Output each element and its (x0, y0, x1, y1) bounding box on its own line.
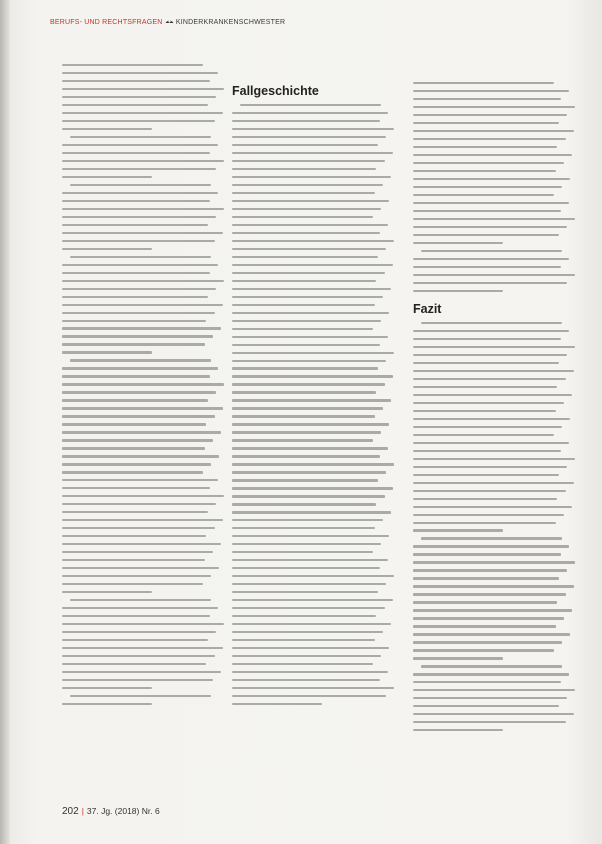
paragraph (232, 104, 396, 705)
text-line (232, 535, 389, 537)
text-line (232, 487, 393, 489)
text-line (413, 330, 569, 332)
text-line (413, 553, 561, 555)
text-line (413, 154, 572, 156)
text-line (62, 615, 210, 617)
text-line (232, 168, 376, 170)
paragraph (413, 537, 577, 659)
text-line (413, 226, 567, 228)
text-line (70, 599, 211, 601)
text-line (62, 679, 213, 681)
issue-info: 37. Jg. (2018) Nr. 6 (86, 806, 160, 816)
text-line (413, 585, 574, 587)
text-line (421, 250, 562, 252)
text-line (232, 296, 383, 298)
text-line (62, 144, 218, 146)
text-line (62, 511, 208, 513)
text-line (62, 639, 208, 641)
text-line (413, 633, 570, 635)
text-line (232, 695, 386, 697)
text-line (413, 697, 567, 699)
text-line (232, 463, 394, 465)
text-line (62, 447, 205, 449)
text-line (62, 152, 210, 154)
text-line (62, 607, 218, 609)
text-line (62, 383, 224, 385)
text-line (413, 290, 503, 292)
text-line (232, 559, 388, 561)
text-line (62, 96, 216, 98)
text-line (62, 567, 219, 569)
text-line (413, 681, 561, 683)
text-line (232, 184, 383, 186)
text-line (413, 569, 567, 571)
text-line (232, 375, 393, 377)
text-line (62, 375, 210, 377)
text-line (232, 631, 383, 633)
text-line (413, 378, 566, 380)
text-line (62, 192, 218, 194)
text-line (413, 609, 572, 611)
text-line (232, 415, 375, 417)
footer-separator: | (81, 806, 84, 816)
text-line (413, 506, 572, 508)
text-line (413, 186, 562, 188)
text-line (232, 256, 378, 258)
text-line (413, 593, 566, 595)
text-line (62, 200, 210, 202)
paragraph (62, 184, 226, 250)
text-line (232, 471, 386, 473)
text-line (413, 490, 566, 492)
text-line (62, 503, 216, 505)
text-line (413, 202, 569, 204)
text-line (62, 288, 216, 290)
column-2 (232, 84, 396, 711)
text-line (70, 136, 211, 138)
text-line (232, 567, 380, 569)
text-line (413, 649, 554, 651)
text-line (413, 418, 570, 420)
text-line (232, 407, 383, 409)
text-line (62, 120, 215, 122)
text-line (413, 98, 561, 100)
section-label: BERUFS- UND RECHTSFRAGEN (50, 19, 163, 26)
text-line (232, 511, 391, 513)
text-line (62, 655, 215, 657)
text-line (413, 274, 575, 276)
text-line (413, 577, 559, 579)
text-line (232, 439, 373, 441)
text-line (413, 529, 503, 531)
text-line (413, 170, 556, 172)
text-line (62, 88, 224, 90)
text-line (232, 240, 394, 242)
text-line (413, 673, 569, 675)
text-line (62, 176, 152, 178)
text-line (62, 495, 224, 497)
text-line (62, 224, 208, 226)
text-line (232, 120, 380, 122)
text-line (413, 482, 574, 484)
text-line (232, 687, 394, 689)
text-line (232, 216, 373, 218)
text-line (413, 130, 574, 132)
text-line (62, 703, 152, 705)
text-line (413, 729, 503, 731)
text-line (62, 248, 152, 250)
text-line (232, 591, 378, 593)
text-line (413, 82, 554, 84)
text-line (62, 216, 216, 218)
text-line (232, 288, 391, 290)
text-line (232, 304, 375, 306)
text-line (240, 104, 381, 106)
text-line (62, 168, 216, 170)
text-line (62, 439, 213, 441)
text-line (232, 160, 385, 162)
text-line (413, 434, 554, 436)
text-line (232, 367, 378, 369)
text-line (413, 146, 557, 148)
text-line (62, 112, 223, 114)
text-line (232, 551, 373, 553)
text-line (62, 479, 218, 481)
text-line (413, 242, 503, 244)
text-line (232, 431, 381, 433)
column-3 (413, 82, 577, 737)
text-line (413, 346, 575, 348)
text-line (413, 178, 570, 180)
text-line (413, 625, 556, 627)
text-line (413, 106, 575, 108)
text-line (70, 256, 211, 258)
text-line (232, 192, 375, 194)
text-line (232, 703, 322, 705)
text-line (62, 535, 206, 537)
text-line (70, 695, 211, 697)
section-heading-conclusion: Fazit (413, 301, 442, 316)
text-line (62, 431, 221, 433)
text-line (62, 631, 216, 633)
page-gutter-shadow (0, 0, 10, 844)
text-line (62, 335, 213, 337)
text-line (232, 136, 386, 138)
text-line (62, 128, 152, 130)
text-line (232, 519, 383, 521)
text-line (413, 442, 569, 444)
text-line (62, 455, 219, 457)
text-line (413, 282, 567, 284)
text-line (232, 575, 394, 577)
text-line (62, 463, 211, 465)
text-line (62, 399, 208, 401)
text-line (62, 351, 152, 353)
text-line (62, 280, 224, 282)
text-line (413, 370, 574, 372)
text-line (413, 114, 567, 116)
text-line (413, 234, 559, 236)
text-line (413, 641, 562, 643)
text-line (413, 617, 564, 619)
text-line (232, 583, 386, 585)
paragraph (413, 665, 577, 731)
text-line (62, 232, 223, 234)
text-line (232, 527, 375, 529)
text-line (62, 623, 224, 625)
text-line (413, 689, 575, 691)
text-line (232, 264, 393, 266)
text-line (232, 280, 376, 282)
page-number: 202 (62, 806, 79, 817)
text-line (232, 272, 385, 274)
text-line (232, 232, 380, 234)
text-line (62, 64, 203, 66)
text-line (421, 665, 562, 667)
text-line (413, 514, 564, 516)
text-line (413, 474, 559, 476)
text-line (62, 487, 210, 489)
text-line (232, 152, 393, 154)
text-line (413, 522, 556, 524)
paragraph (413, 82, 577, 244)
paragraph (62, 136, 226, 178)
text-line (413, 466, 567, 468)
text-line (232, 112, 388, 114)
text-line (62, 296, 208, 298)
text-line (232, 495, 385, 497)
text-line (62, 80, 210, 82)
text-line (62, 304, 223, 306)
text-line (232, 599, 393, 601)
text-line (70, 359, 211, 361)
text-line (62, 543, 221, 545)
text-line (232, 607, 385, 609)
text-line (413, 194, 554, 196)
paragraph (62, 64, 226, 130)
text-line (62, 423, 206, 425)
text-line (413, 498, 557, 500)
text-line (413, 90, 569, 92)
text-line (413, 402, 564, 404)
text-line (232, 391, 376, 393)
text-line (413, 122, 559, 124)
text-line (62, 471, 203, 473)
text-line (232, 336, 388, 338)
text-line (232, 503, 376, 505)
text-line (413, 410, 556, 412)
text-line (232, 128, 394, 130)
text-line (62, 687, 152, 689)
page-footer (62, 806, 160, 817)
text-line (413, 162, 564, 164)
text-line (232, 655, 381, 657)
text-line (421, 322, 562, 324)
text-line (413, 561, 575, 563)
text-line (62, 104, 208, 106)
text-line (413, 458, 575, 460)
paragraph (62, 359, 226, 593)
text-line (232, 647, 389, 649)
text-line (232, 328, 373, 330)
text-line (413, 705, 559, 707)
paragraph (62, 256, 226, 354)
text-line (413, 657, 503, 659)
text-line (62, 559, 205, 561)
text-line (413, 426, 562, 428)
text-line (232, 144, 378, 146)
paragraph (413, 250, 577, 292)
col3-top (413, 82, 577, 292)
text-line (413, 210, 561, 212)
col3-bottom (413, 322, 577, 732)
text-line (62, 575, 211, 577)
text-line (413, 218, 575, 220)
text-line (62, 591, 152, 593)
text-line (62, 240, 215, 242)
magazine-name: KINDERKRANKENSCHWESTER (175, 19, 286, 26)
text-line (232, 615, 376, 617)
text-line (232, 248, 386, 250)
text-line (232, 320, 381, 322)
text-line (413, 545, 569, 547)
text-line (232, 200, 389, 202)
text-line (232, 224, 388, 226)
text-line (232, 383, 385, 385)
text-line (232, 639, 375, 641)
paragraph (62, 695, 226, 705)
text-line (232, 360, 386, 362)
text-line (413, 354, 567, 356)
text-line (62, 160, 224, 162)
text-line (232, 543, 381, 545)
text-line (232, 312, 389, 314)
text-line (232, 352, 394, 354)
text-line (232, 623, 391, 625)
text-line (62, 208, 224, 210)
text-line (62, 312, 215, 314)
text-line (413, 258, 569, 260)
text-line (62, 391, 216, 393)
text-line (232, 671, 388, 673)
section-heading-case-history: Fallgeschichte (232, 84, 319, 98)
text-line (62, 647, 223, 649)
text-line (232, 479, 378, 481)
text-line (413, 338, 561, 340)
text-line (62, 272, 210, 274)
text-line (413, 394, 572, 396)
text-line (413, 362, 559, 364)
text-line (413, 266, 561, 268)
text-line (62, 415, 215, 417)
column-1 (62, 64, 226, 711)
text-line (232, 176, 391, 178)
text-line (413, 450, 561, 452)
text-line (62, 671, 221, 673)
text-line (413, 386, 557, 388)
text-line (62, 343, 205, 345)
text-line (62, 663, 206, 665)
paragraph (62, 599, 226, 689)
text-line (413, 138, 566, 140)
text-line (232, 344, 380, 346)
text-line (62, 320, 206, 322)
running-head (50, 18, 285, 27)
text-line (62, 327, 221, 329)
text-line (62, 367, 218, 369)
text-line (413, 713, 574, 715)
text-line (70, 184, 211, 186)
nurse-cap-icon (165, 18, 174, 27)
text-line (62, 551, 213, 553)
text-line (232, 679, 380, 681)
text-line (62, 527, 215, 529)
text-line (232, 423, 389, 425)
text-line (232, 447, 388, 449)
text-line (62, 583, 203, 585)
text-line (413, 721, 566, 723)
text-line (62, 264, 218, 266)
text-line (232, 455, 380, 457)
text-line (413, 601, 557, 603)
text-line (62, 407, 223, 409)
text-line (421, 537, 562, 539)
text-line (62, 519, 223, 521)
text-line (232, 399, 391, 401)
text-line (232, 208, 381, 210)
text-line (232, 663, 373, 665)
text-line (62, 72, 218, 74)
paragraph (413, 322, 577, 532)
